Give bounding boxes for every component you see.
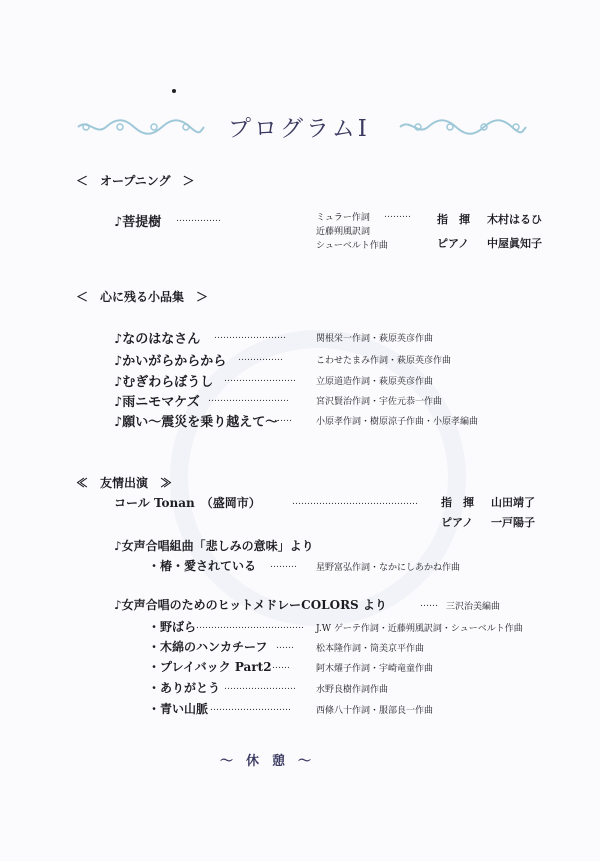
suite-2-item-5-credit: 西條八十作詞・服部良一作曲 — [316, 706, 434, 716]
suite-2-item-4-credit: 水野良樹作詞作曲 — [316, 685, 389, 695]
small-piece-3-leader: …………………… — [224, 374, 296, 384]
small-piece-1-credit: 関根栄一作詞・萩原英彦作曲 — [316, 334, 434, 344]
suite-2-item-2-credit: 松本隆作詞・筒美京平作曲 — [316, 644, 425, 654]
suite-2-item-1-credit: J.W ゲーテ作詞・近藤朔風訳詞・シューベルト作曲 — [316, 624, 523, 634]
small-piece-1-title: ♪なのはなさん — [114, 332, 201, 347]
suite-2-item-3-title: ・プレイバック Part2 — [148, 660, 272, 674]
guest-choir-name: コール Tonan （盛岡市） — [114, 496, 261, 510]
suite-1-item-1-leader: ……… — [270, 560, 297, 570]
opening-conductor-name: 木村はるひ — [487, 213, 542, 226]
opening-pianist-role: ピアノ — [437, 237, 470, 250]
section-heading-small-pieces: ＜ 心に残る小品集 ＞ — [76, 290, 209, 304]
left-flourish-ornament — [76, 118, 206, 136]
opening-credit-leader: ……… — [384, 210, 411, 220]
suite-2-item-1-title: ・野ばら — [148, 620, 197, 634]
small-piece-5-title: ♪願い～震災を乗り越えて～ — [114, 415, 279, 430]
section-heading-guest: ≪ 友情出演 ≫ — [76, 476, 173, 490]
guest-choir-leader: …………………………………… — [292, 497, 418, 507]
guest-pianist-role: ピアノ — [441, 516, 474, 529]
small-piece-3-credit: 立原道造作詞・萩原英彦作曲 — [316, 377, 434, 387]
small-piece-1-leader: …………………… — [214, 331, 286, 341]
suite-2-leader: …… — [420, 599, 438, 609]
small-piece-2-leader: …………… — [238, 353, 283, 363]
small-piece-4-leader: ……………………… — [208, 394, 289, 404]
opening-song-title: ♪菩提樹 — [114, 215, 162, 230]
suite-2-item-2-title: ・木綿のハンカチーフ — [148, 640, 268, 654]
page-title: プログラムⅠ — [228, 116, 370, 142]
guest-conductor-role: 指 揮 — [441, 496, 474, 509]
suite-1-item-1-credit: 星野富弘作詞・なかにしあかね作曲 — [316, 563, 461, 573]
guest-pianist-name: 一戸陽子 — [491, 516, 535, 529]
small-piece-3-title: ♪むぎわらぼうし — [114, 375, 214, 390]
small-piece-5-credit: 小原孝作詞・樹原涼子作曲・小原孝編曲 — [316, 417, 479, 427]
suite-2-item-4-leader: …………………… — [224, 682, 296, 692]
small-piece-5-leader: …… — [274, 414, 292, 424]
suite-2-arranger: 三沢治美編曲 — [446, 602, 501, 612]
small-piece-2-title: ♪かいがらからから — [114, 354, 227, 369]
small-piece-2-credit: こわせたまみ作詞・萩原英彦作曲 — [316, 356, 452, 366]
suite-2-title: ♪女声合唱のためのヒットメドレーCOLORS より — [114, 598, 387, 612]
right-flourish-ornament — [398, 118, 528, 136]
opening-conductor-role: 指 揮 — [437, 213, 470, 226]
suite-2-item-5-leader: ……………………… — [210, 703, 291, 713]
opening-credit-1: ミュラー作詞 — [316, 213, 370, 223]
intermission-label: ～ 休 憩 ～ — [220, 754, 312, 769]
suite-2-item-5-title: ・青い山脈 — [148, 702, 209, 716]
suite-1-item-1-title: ・椿・愛されている — [148, 559, 257, 573]
opening-song-leader: …………… — [176, 214, 221, 224]
small-piece-4-credit: 宮沢賢治作詞・宇佐元恭一作曲 — [316, 397, 443, 407]
suite-2-item-2-leader: …… — [276, 641, 294, 651]
suite-2-item-1-leader: ……………………………… — [196, 621, 304, 631]
opening-pianist-name: 中屋眞知子 — [487, 237, 542, 250]
ink-dot — [172, 89, 176, 93]
opening-credit-2: 近藤朔風訳詞 — [316, 227, 371, 237]
suite-1-title: ♪女声合唱組曲「悲しみの意味」より — [114, 539, 314, 553]
suite-2-item-4-title: ・ありがとう — [148, 681, 221, 695]
section-heading-opening: ＜ オープニング ＞ — [76, 174, 195, 188]
opening-credit-3: シューベルト作曲 — [316, 241, 388, 251]
small-piece-4-title: ♪雨ニモマケズ — [114, 395, 200, 410]
suite-2-item-3-leader: …… — [272, 661, 290, 671]
guest-conductor-name: 山田靖了 — [491, 496, 535, 509]
suite-2-item-3-credit: 阿木燿子作詞・宇崎竜童作曲 — [316, 664, 434, 674]
